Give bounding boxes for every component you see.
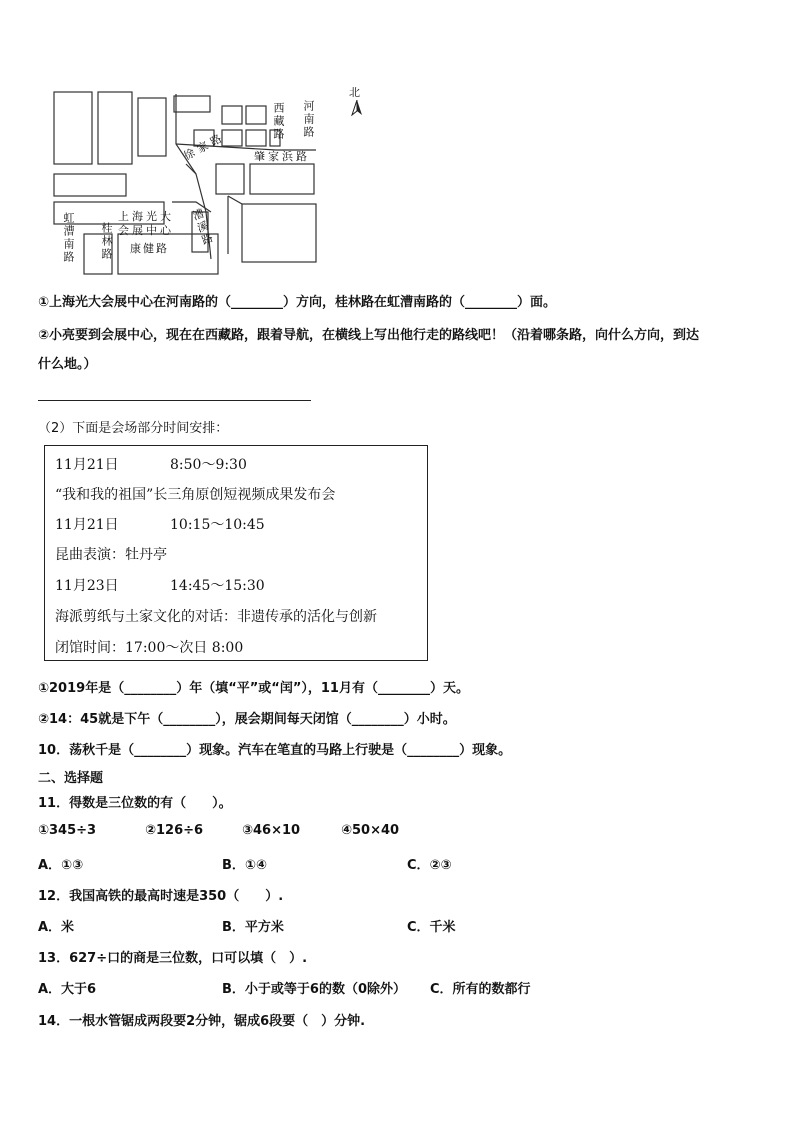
q11-option-a[interactable]: A．①③	[38, 858, 84, 873]
q11-option-b[interactable]: B．①④	[222, 858, 267, 873]
schedule-date-1: 11月21日	[55, 457, 119, 473]
q11-item-1: ①345÷3	[38, 823, 97, 838]
schedule-date-3: 11月23日	[55, 578, 119, 594]
question-schedule-1: ①2019年是（________）年（填“平”或“闰”），11月有（________）天。	[38, 681, 469, 696]
expo-center-label-2: 会展中心	[118, 224, 174, 237]
q11-item-2: ②126÷6	[145, 823, 204, 838]
question-schedule-2: ②14：45就是下午（________），展会期间每天闭馆（________）小时。	[38, 712, 456, 727]
section-choice-heading: 二、选择题	[38, 771, 104, 786]
question-14: 14．一根水管锯成两段要2分钟，锯成6段要（ ）分钟.	[38, 1014, 366, 1029]
q12-option-a[interactable]: A．米	[38, 920, 75, 935]
part2-intro: （2）下面是会场部分时间安排：	[38, 421, 229, 436]
question-12: 12．我国高铁的最高时速是350（ ）.	[38, 889, 284, 904]
road-guilin: 桂林路	[100, 222, 113, 261]
schedule-closing: 闭馆时间：17:00～次日 8:00	[55, 640, 244, 656]
question-11: 11．得数是三位数的有（ ）。	[38, 796, 232, 811]
q12-option-b[interactable]: B．平方米	[222, 920, 284, 935]
question-map-2-line1: ②小亮要到会展中心，现在在西藏路，跟着导航，在横线上写出他行走的路线吧！（沿着哪条路，向什么方向，到达	[38, 328, 700, 343]
schedule-event-3: 海派剪纸与土家文化的对话：非遗传承的活化与创新	[55, 609, 377, 625]
schedule-box	[44, 445, 428, 661]
question-map-1: ①上海光大会展中心在河南路的（________）方向，桂林路在虹漕南路的（________）面。	[38, 295, 557, 310]
road-caoxi: 漕溪路	[189, 206, 216, 249]
schedule-row-1	[55, 454, 247, 474]
question-map-2-line2: 什么地。）	[38, 357, 97, 372]
schedule-event-1: “我和我的祖国”长三角原创短视频成果发布会	[55, 487, 336, 503]
road-kangjian: 康健路	[130, 242, 169, 255]
road-xizang: 西藏路	[272, 102, 285, 141]
map-drawing	[46, 84, 376, 284]
q11-option-c[interactable]: C．②③	[407, 858, 452, 873]
road-xujia: 徐家路	[181, 130, 228, 163]
q12-option-c[interactable]: C．千米	[407, 920, 456, 935]
question-13: 13．627÷口的商是三位数，口可以填（ ）.	[38, 951, 308, 966]
north-arrow-icon	[351, 100, 363, 120]
question-10: 10．荡秋千是（________）现象。汽车在笔直的马路上行驶是（________）现象。	[38, 743, 512, 758]
q11-item-3: ③46×10	[242, 823, 301, 838]
q13-option-c[interactable]: C．所有的数都行	[430, 982, 531, 997]
schedule-row-3	[55, 575, 265, 595]
schedule-event-2: 昆曲表演：牡丹亭	[55, 547, 167, 563]
street-map	[46, 84, 376, 284]
expo-center-label-1: 上海光大	[118, 210, 174, 223]
schedule-row-2	[55, 514, 265, 534]
road-henan: 河南路	[302, 100, 315, 139]
schedule-time-3: 14:45～15:30	[170, 578, 265, 594]
q11-item-4: ④50×40	[341, 823, 400, 838]
road-zhaojiabang: 肇家浜路	[254, 150, 310, 163]
schedule-date-2: 11月21日	[55, 517, 119, 533]
answer-line[interactable]	[38, 400, 311, 401]
q13-option-a[interactable]: A．大于6	[38, 982, 97, 997]
schedule-time-2: 10:15～10:45	[170, 517, 265, 533]
north-label: 北	[349, 86, 360, 99]
road-hongcao-nan: 虹漕南路	[62, 212, 75, 264]
schedule-time-1: 8:50～9:30	[170, 457, 247, 473]
q13-option-b[interactable]: B．小于或等于6的数（0除外）	[222, 982, 406, 997]
